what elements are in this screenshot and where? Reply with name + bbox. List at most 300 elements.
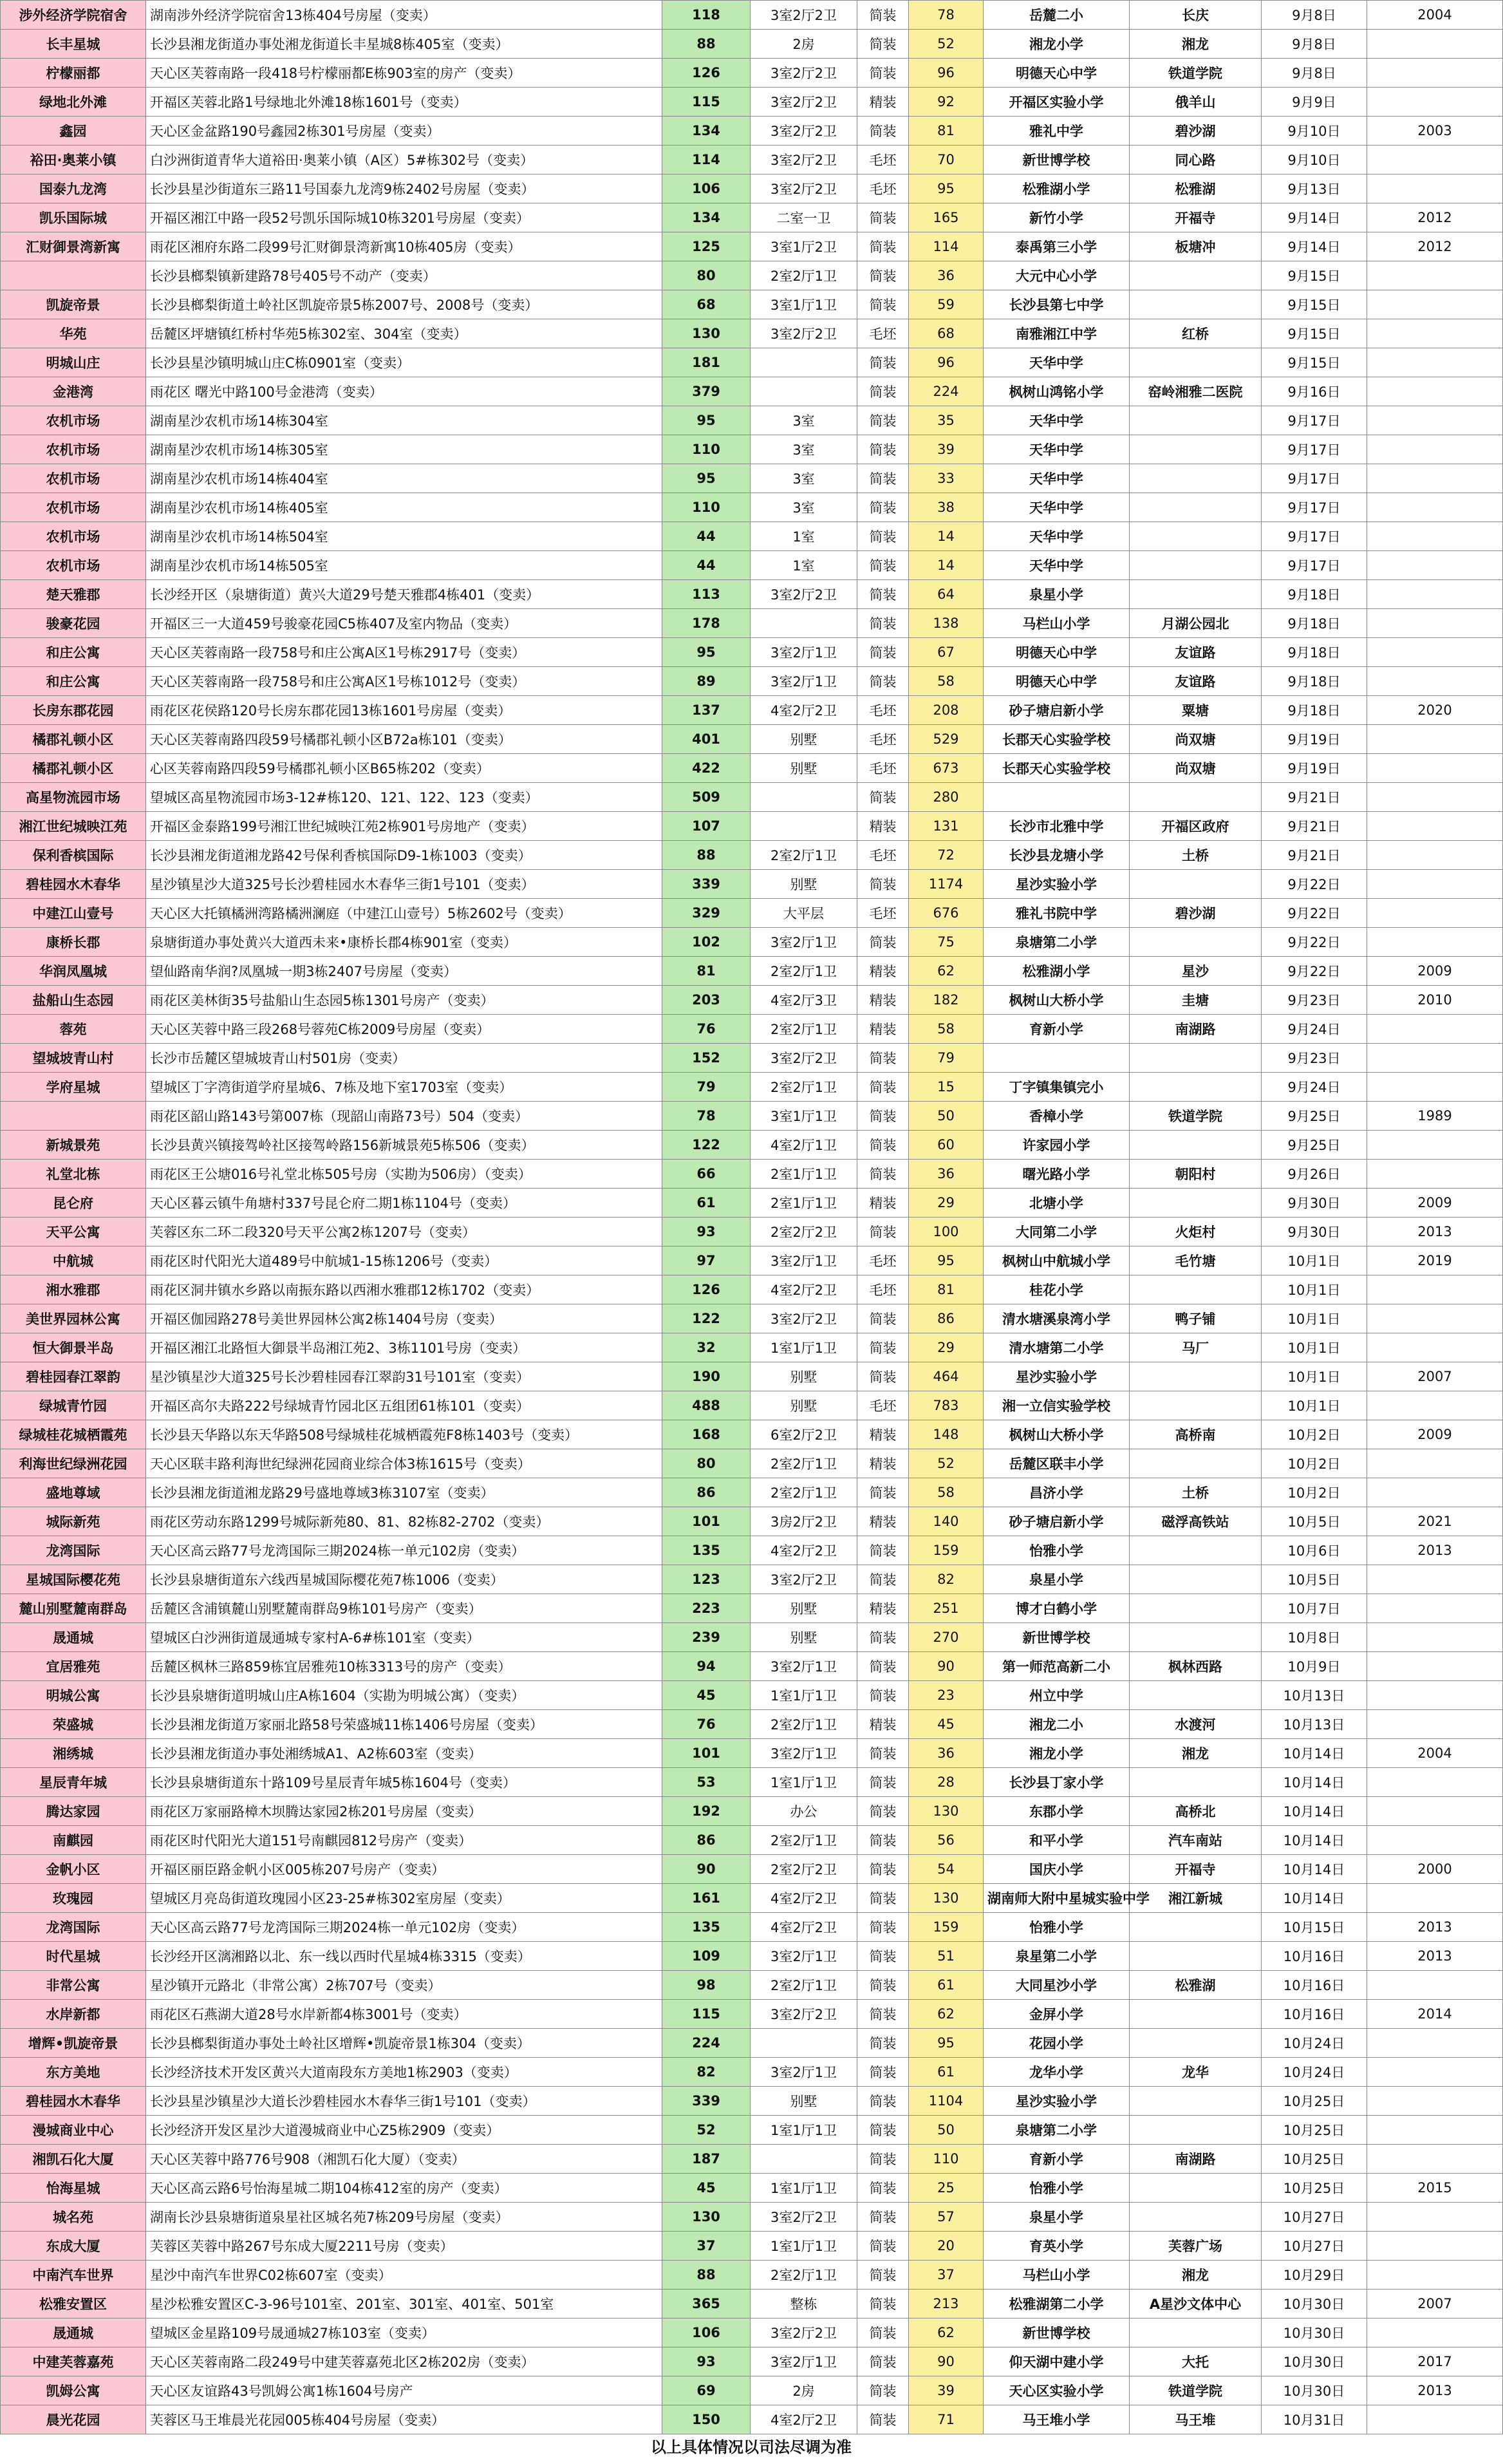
cell-area: 118 (662, 1, 751, 30)
cell-school: 第一师范高新二小 (984, 1652, 1130, 1681)
cell-station (1130, 2116, 1262, 2145)
cell-layout: 3室2厅2卫 (751, 1565, 857, 1594)
cell-layout: 3室2厅1卫 (751, 1652, 857, 1681)
cell-date: 9月24日 (1262, 1073, 1367, 1102)
cell-price: 114 (909, 232, 984, 261)
cell-year (1367, 1160, 1503, 1189)
cell-address: 星沙镇开元路北（非常公寓）2栋707号（变卖） (146, 1971, 662, 2000)
cell-year: 2009 (1367, 1189, 1503, 1218)
cell-station: 友谊路 (1130, 638, 1262, 667)
cell-school: 湖南师大附中星城实验中学 (984, 1884, 1130, 1913)
cell-layout: 整栋 (751, 2290, 857, 2318)
cell-date: 10月16日 (1262, 1971, 1367, 2000)
cell-layout: 2室2厅1卫 (751, 1449, 857, 1478)
cell-year: 2007 (1367, 2290, 1503, 2318)
cell-price: 20 (909, 2232, 984, 2261)
cell-price: 182 (909, 986, 984, 1015)
cell-layout: 2房 (751, 2376, 857, 2405)
cell-layout (751, 609, 857, 638)
cell-year (1367, 754, 1503, 783)
cell-address: 泉塘街道办事处黄兴大道西未来•康桥长郡4栋901室（变卖） (146, 928, 662, 957)
cell-address: 望城区丁字湾街道学府星城6、7栋及地下室1703室（变卖） (146, 1073, 662, 1102)
cell-station (1130, 1623, 1262, 1652)
cell-year (1367, 609, 1503, 638)
cell-decoration: 简装 (857, 1044, 909, 1073)
cell-decoration: 毛坯 (857, 1391, 909, 1420)
cell-decoration: 简装 (857, 1536, 909, 1565)
cell-price: 36 (909, 1739, 984, 1768)
cell-community-name: 晟通城 (1, 1623, 146, 1652)
cell-community-name: 荣盛城 (1, 1710, 146, 1739)
cell-address: 开福区伽园路278号美世界园林公寓2栋1404号房（变卖） (146, 1304, 662, 1333)
cell-price: 96 (909, 59, 984, 88)
cell-price: 673 (909, 754, 984, 783)
cell-year (1367, 2232, 1503, 2261)
cell-area: 95 (662, 638, 751, 667)
cell-address: 星沙镇星沙大道325号长沙碧桂园水木春华三街1号101（变卖） (146, 870, 662, 899)
table-row (1, 1623, 1503, 1652)
cell-station: 湘龙 (1130, 30, 1262, 59)
cell-layout: 3室2厅2卫 (751, 88, 857, 117)
cell-layout: 4室2厅2卫 (751, 696, 857, 725)
cell-layout: 3室 (751, 493, 857, 522)
cell-price: 130 (909, 1884, 984, 1913)
cell-decoration: 简装 (857, 870, 909, 899)
cell-year: 2013 (1367, 1913, 1503, 1942)
cell-community-name: 碧桂园水木春华 (1, 2087, 146, 2116)
cell-price: 270 (909, 1623, 984, 1652)
cell-station (1130, 1275, 1262, 1304)
cell-address: 星沙松雅安置区C-3-96号101室、201室、301室、401室、501室 (146, 2290, 662, 2318)
cell-date: 9月17日 (1262, 493, 1367, 522)
table-row (1, 2116, 1503, 2145)
cell-school: 明德天心中学 (984, 638, 1130, 667)
cell-price: 783 (909, 1391, 984, 1420)
cell-price: 35 (909, 406, 984, 435)
cell-community-name: 绿地北外滩 (1, 88, 146, 117)
cell-date: 10月5日 (1262, 1565, 1367, 1594)
cell-community-name: 利海世纪绿洲花园 (1, 1449, 146, 1478)
cell-school: 湘一立信实验学校 (984, 1391, 1130, 1420)
cell-area: 53 (662, 1768, 751, 1797)
cell-decoration: 简装 (857, 2290, 909, 2318)
cell-year: 2000 (1367, 1855, 1503, 1884)
cell-community-name: 长丰星城 (1, 30, 146, 59)
cell-price: 36 (909, 1160, 984, 1189)
cell-date: 9月22日 (1262, 899, 1367, 928)
cell-price: 95 (909, 174, 984, 203)
cell-community-name: 汇财御景湾新寓 (1, 232, 146, 261)
cell-community-name: 龙湾国际 (1, 1536, 146, 1565)
cell-station (1130, 2029, 1262, 2058)
cell-school: 育新小学 (984, 1015, 1130, 1044)
cell-school: 长郡天心实验学校 (984, 754, 1130, 783)
cell-community-name: 碧桂园水木春华 (1, 870, 146, 899)
cell-decoration: 简装 (857, 1681, 909, 1710)
cell-area: 106 (662, 174, 751, 203)
cell-area: 122 (662, 1304, 751, 1333)
cell-station: 铁道学院 (1130, 1102, 1262, 1131)
cell-layout: 1室 (751, 551, 857, 580)
cell-date: 10月25日 (1262, 2116, 1367, 2145)
cell-year: 2020 (1367, 696, 1503, 725)
cell-area: 203 (662, 986, 751, 1015)
table-row (1, 1536, 1503, 1565)
cell-date: 9月10日 (1262, 146, 1367, 174)
cell-layout: 3室2厅1卫 (751, 2058, 857, 2087)
cell-address: 长沙县星沙街道东三路11号国泰九龙湾9栋2402号房屋（变卖） (146, 174, 662, 203)
cell-area: 86 (662, 1478, 751, 1507)
cell-address: 长沙县湘龙街道湘龙路29号盛地尊域3栋3107室（变卖） (146, 1478, 662, 1507)
cell-date: 9月17日 (1262, 522, 1367, 551)
cell-school: 和平小学 (984, 1826, 1130, 1855)
cell-community-name: 农机市场 (1, 435, 146, 464)
cell-area: 93 (662, 2347, 751, 2376)
cell-area: 79 (662, 1073, 751, 1102)
table-row (1, 1275, 1503, 1304)
cell-area: 109 (662, 1942, 751, 1971)
table-row (1, 1768, 1503, 1797)
table-row (1, 1420, 1503, 1449)
cell-address: 长沙县湘龙街道办事处湘绣城A1、A2栋603室（变卖） (146, 1739, 662, 1768)
cell-layout: 3室2厅2卫 (751, 580, 857, 609)
cell-address: 开福区高尔夫路222号绿城青竹园北区五组团61栋101（变卖） (146, 1391, 662, 1420)
cell-layout: 4室2厅2卫 (751, 1884, 857, 1913)
cell-address: 长沙县湘龙街道湘龙路42号保利香槟国际D9-1栋1003（变卖） (146, 841, 662, 870)
cell-date: 10月1日 (1262, 1391, 1367, 1420)
cell-area: 76 (662, 1710, 751, 1739)
cell-layout: 3室2厅2卫 (751, 1044, 857, 1073)
cell-address: 长沙经济开发区星沙大道漫城商业中心Z5栋2909（变卖） (146, 2116, 662, 2145)
cell-school: 泰禹第三小学 (984, 232, 1130, 261)
table-row (1, 1, 1503, 30)
table-row (1, 2405, 1503, 2434)
cell-address: 开福区湘江中路一段52号凯乐国际城10栋3201号房屋（变卖） (146, 203, 662, 232)
cell-school: 马栏山小学 (984, 609, 1130, 638)
table-row (1, 30, 1503, 59)
cell-date: 10月14日 (1262, 1768, 1367, 1797)
cell-decoration: 毛坯 (857, 696, 909, 725)
cell-decoration: 精装 (857, 1189, 909, 1218)
cell-station: 月湖公园北 (1130, 609, 1262, 638)
cell-school: 枫树山大桥小学 (984, 986, 1130, 1015)
cell-year (1367, 2405, 1503, 2434)
cell-station (1130, 493, 1262, 522)
cell-year: 2004 (1367, 1, 1503, 30)
cell-decoration: 简装 (857, 1826, 909, 1855)
cell-date: 9月13日 (1262, 174, 1367, 203)
cell-school: 怡雅小学 (984, 2174, 1130, 2203)
cell-area: 192 (662, 1797, 751, 1826)
cell-decoration: 简装 (857, 377, 909, 406)
cell-layout: 2室2厅1卫 (751, 1073, 857, 1102)
cell-price: 464 (909, 1362, 984, 1391)
cell-address: 芙蓉区东二环二段320号天平公寓2栋1207号（变卖） (146, 1218, 662, 1246)
cell-layout: 3室2厅1卫 (751, 1246, 857, 1275)
cell-school: 育英小学 (984, 2232, 1130, 2261)
cell-layout: 2室2厅1卫 (751, 1478, 857, 1507)
cell-school: 博才白鹤小学 (984, 1594, 1130, 1623)
cell-address: 湖南长沙县泉塘街道泉星社区城名苑7栋209号房屋（变卖） (146, 2203, 662, 2232)
table-row (1, 464, 1503, 493)
cell-year (1367, 406, 1503, 435)
cell-price: 676 (909, 899, 984, 928)
cell-decoration: 简装 (857, 493, 909, 522)
cell-layout: 4室2厅1卫 (751, 1131, 857, 1160)
cell-price: 529 (909, 725, 984, 754)
cell-community-name: 湘水雅郡 (1, 1275, 146, 1304)
cell-date: 9月22日 (1262, 928, 1367, 957)
cell-station: 马王堆 (1130, 2405, 1262, 2434)
cell-decoration: 简装 (857, 2405, 909, 2434)
cell-school: 天华中学 (984, 348, 1130, 377)
cell-decoration: 精装 (857, 1710, 909, 1739)
cell-community-name: 明城公寓 (1, 1681, 146, 1710)
table-row (1, 493, 1503, 522)
cell-decoration: 简装 (857, 1362, 909, 1391)
cell-date: 9月18日 (1262, 638, 1367, 667)
cell-station: 水渡河 (1130, 1710, 1262, 1739)
cell-station (1130, 1565, 1262, 1594)
table-row (1, 1884, 1503, 1913)
cell-station: 板塘冲 (1130, 232, 1262, 261)
cell-school: 松雅湖小学 (984, 957, 1130, 986)
cell-area: 329 (662, 899, 751, 928)
cell-layout: 3室2厅2卫 (751, 174, 857, 203)
cell-station: 枫林西路 (1130, 1652, 1262, 1681)
cell-year (1367, 1797, 1503, 1826)
cell-decoration: 简装 (857, 928, 909, 957)
cell-year (1367, 2261, 1503, 2290)
table-row (1, 986, 1503, 1015)
cell-year (1367, 1826, 1503, 1855)
cell-decoration: 简装 (857, 290, 909, 319)
cell-address: 望城区高星物流园市场3-12#栋120、121、122、123（变卖） (146, 783, 662, 812)
cell-price: 15 (909, 1073, 984, 1102)
cell-date: 9月17日 (1262, 464, 1367, 493)
cell-school: 州立中学 (984, 1681, 1130, 1710)
cell-area: 122 (662, 1131, 751, 1160)
cell-station: 松雅湖 (1130, 174, 1262, 203)
cell-area: 135 (662, 1536, 751, 1565)
cell-price: 140 (909, 1507, 984, 1536)
cell-year (1367, 1623, 1503, 1652)
table-row (1, 377, 1503, 406)
table-row (1, 2087, 1503, 2116)
cell-year (1367, 59, 1503, 88)
cell-decoration: 简装 (857, 435, 909, 464)
table-row (1, 2318, 1503, 2347)
cell-address: 开福区金泰路199号湘江世纪城映江苑2栋901号房地产（变卖） (146, 812, 662, 841)
cell-community-name: 农机市场 (1, 522, 146, 551)
cell-layout: 2室2厅2卫 (751, 1855, 857, 1884)
cell-layout (751, 348, 857, 377)
cell-community-name: 东方美地 (1, 2058, 146, 2087)
cell-decoration: 简装 (857, 667, 909, 696)
cell-decoration: 简装 (857, 464, 909, 493)
cell-layout: 1室 (751, 522, 857, 551)
cell-station (1130, 1681, 1262, 1710)
cell-station: 长庆 (1130, 1, 1262, 30)
cell-year (1367, 464, 1503, 493)
cell-school: 天华中学 (984, 522, 1130, 551)
cell-community-name (1, 261, 146, 290)
cell-area: 123 (662, 1565, 751, 1594)
cell-price: 280 (909, 783, 984, 812)
cell-layout: 别墅 (751, 2087, 857, 2116)
cell-community-name: 中建江山壹号 (1, 899, 146, 928)
cell-community-name: 蓉苑 (1, 1015, 146, 1044)
cell-school: 星沙实验小学 (984, 2087, 1130, 2116)
cell-decoration: 毛坯 (857, 146, 909, 174)
cell-layout: 3室 (751, 406, 857, 435)
cell-area: 488 (662, 1391, 751, 1420)
table-row (1, 88, 1503, 117)
cell-date: 9月26日 (1262, 1160, 1367, 1189)
cell-date: 10月2日 (1262, 1420, 1367, 1449)
cell-price: 29 (909, 1333, 984, 1362)
cell-address: 湖南星沙农机市场14栋405室 (146, 493, 662, 522)
cell-decoration: 精装 (857, 1449, 909, 1478)
cell-decoration: 简装 (857, 1971, 909, 2000)
cell-decoration: 毛坯 (857, 174, 909, 203)
cell-area: 223 (662, 1594, 751, 1623)
cell-year: 2009 (1367, 957, 1503, 986)
cell-school: 马王堆小学 (984, 2405, 1130, 2434)
cell-school: 湘龙小学 (984, 1739, 1130, 1768)
cell-community-name: 昆仑府 (1, 1189, 146, 1218)
table-row (1, 1507, 1503, 1536)
cell-address: 岳麓区坪塘镇红桥村华苑5栋302室、304室（变卖） (146, 319, 662, 348)
cell-layout: 2室1厅1卫 (751, 1189, 857, 1218)
cell-address: 长沙县榔梨街道办事处土岭社区增辉•凯旋帝景1栋304（变卖） (146, 2029, 662, 2058)
cell-address: 望城区白沙洲街道晟通城专家村A-6#栋101室（变卖） (146, 1623, 662, 1652)
cell-price: 36 (909, 261, 984, 290)
cell-area: 61 (662, 1189, 751, 1218)
cell-school: 砂子塘启新小学 (984, 1507, 1130, 1536)
cell-layout: 4室2厅2卫 (751, 1275, 857, 1304)
table-row (1, 1681, 1503, 1710)
cell-community-name: 漫城商业中心 (1, 2116, 146, 2145)
cell-area: 178 (662, 609, 751, 638)
cell-address: 雨花区美林街35号盐船山生态园5栋1301号房产（变卖） (146, 986, 662, 1015)
cell-station (1130, 928, 1262, 957)
cell-date: 10月2日 (1262, 1449, 1367, 1478)
cell-area: 69 (662, 2376, 751, 2405)
cell-decoration: 简装 (857, 261, 909, 290)
cell-date: 9月8日 (1262, 59, 1367, 88)
cell-decoration: 精装 (857, 88, 909, 117)
cell-community-name: 涉外经济学院宿舍 (1, 1, 146, 30)
cell-date: 9月22日 (1262, 870, 1367, 899)
cell-year (1367, 2029, 1503, 2058)
cell-date: 10月1日 (1262, 1246, 1367, 1275)
cell-area: 181 (662, 348, 751, 377)
cell-area: 110 (662, 493, 751, 522)
cell-community-name: 保利香槟国际 (1, 841, 146, 870)
cell-community-name: 柠檬丽都 (1, 59, 146, 88)
cell-price: 1104 (909, 2087, 984, 2116)
table-row (1, 348, 1503, 377)
cell-year (1367, 1275, 1503, 1304)
cell-layout: 3室 (751, 464, 857, 493)
cell-price: 64 (909, 580, 984, 609)
cell-station: 尚双塘 (1130, 754, 1262, 783)
cell-school: 长郡天心实验学校 (984, 725, 1130, 754)
cell-year (1367, 30, 1503, 59)
cell-school: 许家园小学 (984, 1131, 1130, 1160)
cell-decoration: 简装 (857, 580, 909, 609)
table-row (1, 2261, 1503, 2290)
cell-decoration: 精装 (857, 986, 909, 1015)
cell-layout: 1室1厅1卫 (751, 2232, 857, 2261)
cell-price: 1174 (909, 870, 984, 899)
cell-school: 曙光路小学 (984, 1160, 1130, 1189)
table-row (1, 146, 1503, 174)
cell-station (1130, 1391, 1262, 1420)
cell-area: 224 (662, 2029, 751, 2058)
cell-decoration: 简装 (857, 1855, 909, 1884)
cell-area: 422 (662, 754, 751, 783)
cell-school: 南雅湘江中学 (984, 319, 1130, 348)
cell-decoration: 简装 (857, 522, 909, 551)
cell-decoration: 简装 (857, 2347, 909, 2376)
cell-year (1367, 1971, 1503, 2000)
cell-year (1367, 1015, 1503, 1044)
cell-school: 明德天心中学 (984, 59, 1130, 88)
table-row (1, 580, 1503, 609)
cell-address: 长沙县星沙镇星沙大道长沙碧桂园水木春华三街1号101（变卖） (146, 2087, 662, 2116)
cell-decoration: 简装 (857, 1478, 909, 1507)
cell-community-name: 新城景苑 (1, 1131, 146, 1160)
table-row (1, 638, 1503, 667)
cell-date: 10月1日 (1262, 1362, 1367, 1391)
cell-address: 湖南星沙农机市场14栋305室 (146, 435, 662, 464)
cell-community-name: 龙湾国际 (1, 1913, 146, 1942)
cell-station: 窑岭湘雅二医院 (1130, 377, 1262, 406)
cell-community-name: 麓山别墅麓南群岛 (1, 1594, 146, 1623)
cell-date: 9月17日 (1262, 406, 1367, 435)
table-row (1, 1710, 1503, 1739)
cell-year (1367, 1884, 1503, 1913)
cell-layout: 别墅 (751, 1391, 857, 1420)
cell-address: 雨花区 曙光中路100号金港湾（变卖） (146, 377, 662, 406)
cell-date: 10月2日 (1262, 1478, 1367, 1507)
cell-community-name: 玫瑰园 (1, 1884, 146, 1913)
cell-price: 68 (909, 319, 984, 348)
cell-year (1367, 551, 1503, 580)
cell-station (1130, 464, 1262, 493)
cell-decoration: 简装 (857, 1102, 909, 1131)
cell-school: 明德天心中学 (984, 667, 1130, 696)
cell-station (1130, 261, 1262, 290)
cell-date: 9月17日 (1262, 435, 1367, 464)
cell-address: 湖南星沙农机市场14栋505室 (146, 551, 662, 580)
cell-date: 10月14日 (1262, 1884, 1367, 1913)
cell-community-name: 和庄公寓 (1, 638, 146, 667)
cell-price: 71 (909, 2405, 984, 2434)
cell-date: 10月5日 (1262, 1507, 1367, 1536)
cell-year (1367, 290, 1503, 319)
table-row (1, 1246, 1503, 1275)
cell-year (1367, 261, 1503, 290)
cell-area: 95 (662, 406, 751, 435)
cell-area: 80 (662, 261, 751, 290)
cell-area: 150 (662, 2405, 751, 2434)
cell-community-name: 学府星城 (1, 1073, 146, 1102)
cell-station (1130, 1536, 1262, 1565)
cell-community-name: 农机市场 (1, 493, 146, 522)
